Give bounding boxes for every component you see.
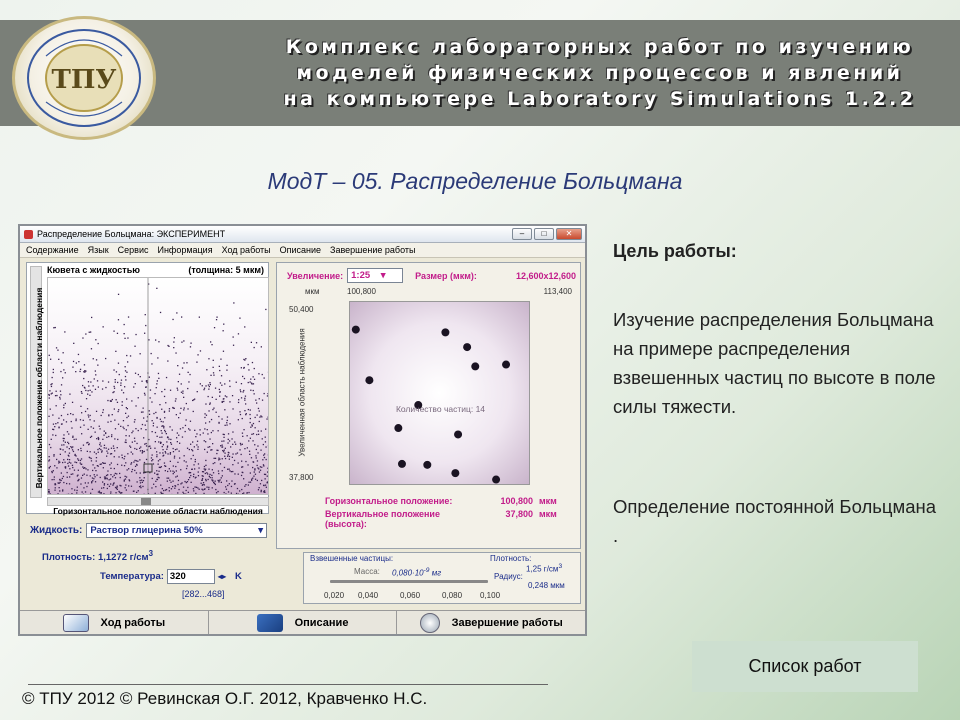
scale-3: 0,080 [442,591,463,600]
help-book-icon [257,614,283,632]
h-position-value: 100,800 [500,496,533,506]
cuvette-pane [26,262,269,514]
description-button[interactable] [209,611,398,634]
procedure-label: Ход работы [100,616,166,629]
particles-heading: Взвешенные частицы: [310,554,394,563]
liquid-density-text: Плотность: 1,1272 г/см [42,552,149,564]
mass-slider[interactable] [330,580,488,583]
lab-subtitle: МодТ – 05. Распределение Больцмана [267,168,683,194]
v-position-unit: мкм [539,509,557,519]
menu-item-info[interactable]: Информация [157,245,213,255]
finish-button[interactable] [397,611,585,634]
logo-seal-icon [24,26,144,130]
zoom-label: Увеличение: [287,270,344,281]
cuvette-view[interactable] [47,277,269,495]
menu-item-contents[interactable]: Содержание [26,245,79,255]
horizontal-position-label: Горизонтальное положение области наблюдения [53,506,263,516]
liquid-value: Раствор глицерина 50% [90,525,203,536]
header-title [250,34,950,112]
procedure-button[interactable] [20,611,209,634]
mass-value: 0,080 [392,568,413,578]
goal-heading: Цель работы: [613,241,737,261]
temperature-range: [282...468] [182,589,225,599]
temperature-spinner[interactable]: ◂▸ [217,572,226,581]
zoom-value: 1:25 [351,270,371,281]
header-title-line: Комплекс лабораторных работ по изучению [285,36,915,58]
temperature-label: Температура: [100,571,164,582]
maximize-button[interactable]: □ [534,228,554,240]
particle-density-exp: 3 [558,563,563,570]
menu-item-service[interactable]: Сервис [117,245,149,255]
app-window-title: Распределение Больцмана: ЭКСПЕРИМЕНТ [37,229,226,239]
horizontal-scrollbar[interactable] [47,497,269,506]
cuvette-thickness: (толщина: 5 мкм) [188,265,264,275]
header-title-line: на компьютере Laboratory Simulations 1.2.2 [283,88,917,110]
h-position-unit: мкм [539,496,557,506]
app-menubar [20,243,585,258]
particles-pane [303,552,581,604]
particle-density-label: Плотность: [490,554,532,563]
particles-image [350,302,531,486]
y-top-value: 50,400 [289,305,314,314]
finish-label: Завершение работы [451,616,563,629]
scale-1: 0,040 [358,591,379,600]
radius-label: Радиус: [494,572,523,581]
goal-text-2: Определение постоянной Больцмана . [613,496,937,546]
magnified-view [349,301,530,485]
radius-value: 0,248 мкм [528,581,565,590]
scale-2: 0,060 [400,591,421,600]
header-title-line: моделей физических процессов и явлений [296,62,904,84]
minimize-button[interactable]: – [512,228,532,240]
app-window-screenshot [18,224,587,636]
svg-text:ТПУ: ТПУ [51,65,117,95]
app-titlebar [20,226,585,243]
magnified-vertical-label: Увеличенная область наблюдения [297,328,307,457]
goal-text: Изучение распределения Больцмана на примере распределения взвешенных частиц по высоте в поле силы тяжести. [613,309,936,417]
particle-density-value: 1,25 г/см [526,564,559,574]
mass-unit-tail: мг [431,568,442,578]
works-list-button[interactable]: Список работ [692,641,918,692]
v-position-label: Вертикальное положение (высота): [325,509,440,529]
particle-distribution-image [48,278,269,495]
vertical-position-label: Вертикальное положение области наблюдения [34,287,44,489]
x-right-value: 113,400 [543,287,572,296]
menu-item-description[interactable]: Описание [279,245,322,255]
cuvette-title: Кювета с жидкостью [47,265,140,275]
v-position-value: 37,800 [505,509,533,519]
mass-unit: ·10 [412,568,424,578]
h-position-label: Горизонтальное положение: [325,496,453,506]
y-bottom-value: 37,800 [289,473,314,482]
liquid-density [42,549,153,563]
zoom-select[interactable] [347,268,403,283]
liquid-select[interactable] [86,523,267,538]
horizontal-scroll-thumb[interactable] [141,498,151,505]
app-toolbar [20,610,585,634]
chevron-down-icon: ▾ [380,270,386,281]
mass-label: Масса: [354,567,380,576]
liquid-density-exp: 3 [148,549,153,558]
menu-item-procedure[interactable]: Ход работы [221,245,271,255]
menu-item-finish[interactable]: Завершение работы [330,245,416,255]
liquid-label: Жидкость: [30,525,83,536]
particle-count: Количество частиц: 14 [395,404,486,414]
temperature-unit: K [234,571,242,582]
menu-item-language[interactable]: Язык [87,245,109,255]
x-unit: мкм [305,287,320,296]
footer-divider [28,684,548,685]
mass-exp: -9 [423,567,430,574]
copyright: © ТПУ 2012 © Ревинская О.Г. 2012, Кравченко Н.С. [22,689,428,708]
chevron-down-icon: ▾ [258,525,263,536]
temperature-input[interactable]: 320 [167,569,215,584]
size-value: 12,600x12,600 [515,270,576,281]
size-label: Размер (мкм): [415,270,477,281]
book-icon [63,614,89,632]
scale-0: 0,020 [324,591,345,600]
power-icon [420,613,440,633]
description-label: Описание [294,616,349,629]
magnified-pane [276,262,581,549]
university-logo [12,16,156,140]
x-left-value: 100,800 [347,287,376,296]
scale-4: 0,100 [480,591,501,600]
app-icon [24,230,33,239]
close-button[interactable]: ✕ [556,228,582,240]
